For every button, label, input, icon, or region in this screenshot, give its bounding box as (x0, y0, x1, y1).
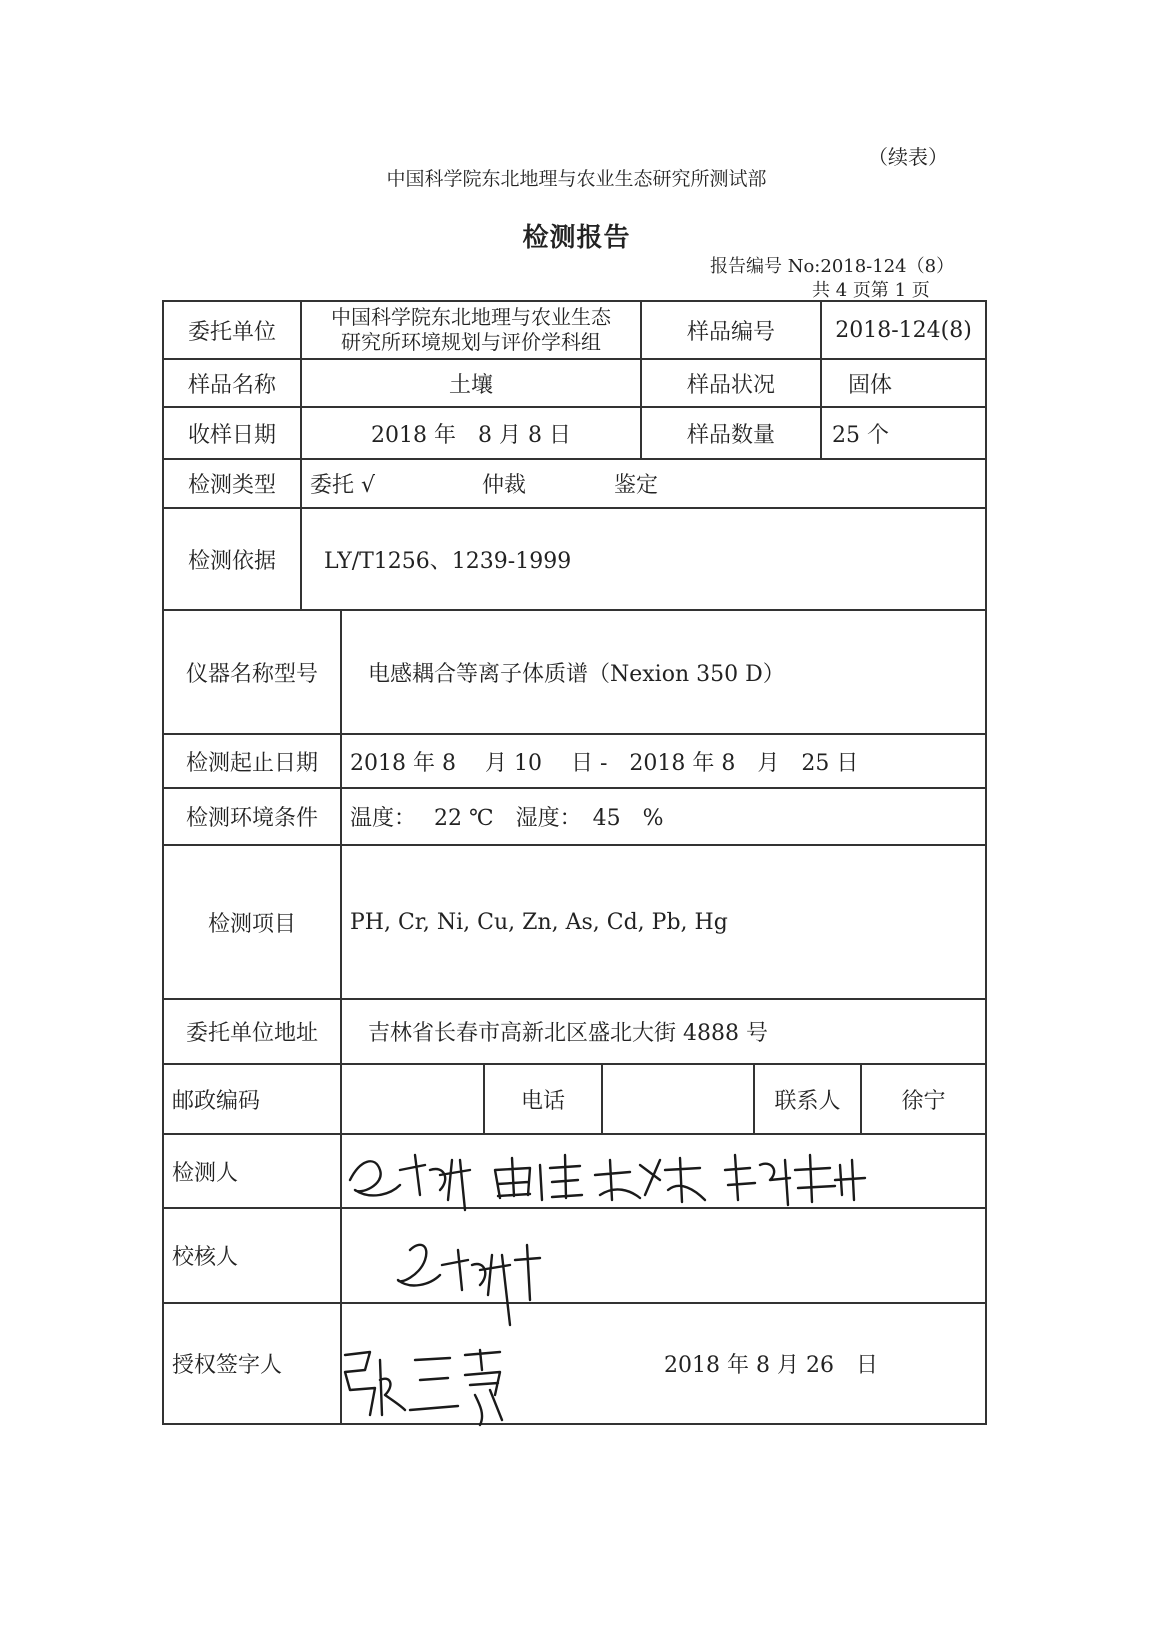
environment-label: 检测环境条件 (185, 806, 318, 831)
report-number: 报告编号 No:2018-124（8） (710, 256, 955, 277)
client-value-line2: 研究所环境规划与评价学科组 (341, 330, 601, 354)
reviewer-label: 校核人 (172, 1245, 239, 1270)
sample-no-value: 2018-124(8) (835, 317, 972, 343)
page-title: 检测报告 (522, 223, 631, 253)
address-value: 吉林省长春市高新北区盛北大街 4888 号 (368, 1021, 768, 1046)
sample-state-label: 样品状况 (686, 372, 775, 398)
sample-name-value: 土壤 (448, 372, 493, 398)
signatory-label: 授权签字人 (172, 1353, 283, 1378)
reviewer-signature (380, 1230, 580, 1330)
signatory-date: 2018 年 8 月 26 日 (664, 1353, 878, 1378)
period-value: 2018 年 8 月 10 日 - 2018 年 8 月 25 日 (350, 750, 859, 776)
client-label: 委托单位 (187, 319, 276, 345)
phone-label: 电话 (520, 1088, 565, 1114)
receipt-date-value: 2018 年 8 月 8 日 (371, 422, 571, 448)
sample-state-value: 固体 (848, 372, 893, 398)
sample-qty-value: 25 个 (832, 422, 889, 448)
contact-person-label: 联系人 (774, 1088, 841, 1114)
test-type-arbitration: 仲裁 (482, 473, 527, 498)
postcode-value (342, 1065, 483, 1133)
items-value: PH, Cr, Ni, Cu, Zn, As, Cd, Pb, Hg (350, 909, 728, 935)
client-value (302, 302, 640, 358)
receipt-date-label: 收样日期 (187, 422, 276, 448)
postcode-label: 邮政编码 (172, 1088, 261, 1114)
tester-label: 检测人 (172, 1160, 239, 1186)
period-label: 检测起止日期 (185, 750, 318, 776)
signatory-signature (330, 1340, 510, 1430)
tester-signatures (330, 1140, 890, 1220)
instrument-label: 仪器名称型号 (185, 661, 318, 687)
continued-mark: （续表） (868, 145, 948, 169)
test-type-label: 检测类型 (187, 473, 276, 498)
contact-person-value: 徐宁 (901, 1088, 946, 1114)
address-label: 委托单位地址 (185, 1021, 318, 1046)
environment-value: 温度： 22 ℃ 湿度： 45 % (350, 806, 664, 831)
test-type-entrust: 委托 √ (310, 473, 376, 498)
test-type-appraisal: 鉴定 (614, 473, 659, 498)
instrument-value: 电感耦合等离子体质谱（Nexion 350 D） (368, 661, 785, 687)
items-label: 检测项目 (207, 911, 296, 937)
sample-qty-label: 样品数量 (686, 422, 775, 448)
basis-label: 检测依据 (187, 548, 276, 574)
sample-no-label: 样品编号 (686, 319, 775, 345)
organization-name: 中国科学院东北地理与农业生态研究所测试部 (386, 168, 767, 190)
basis-value: LY/T1256、1239-1999 (324, 548, 572, 574)
sample-name-label: 样品名称 (187, 372, 276, 398)
page-count: 共 4 页第 1 页 (812, 280, 930, 301)
phone-value (603, 1065, 753, 1133)
client-value-line1: 中国科学院东北地理与农业生态 (331, 305, 611, 329)
